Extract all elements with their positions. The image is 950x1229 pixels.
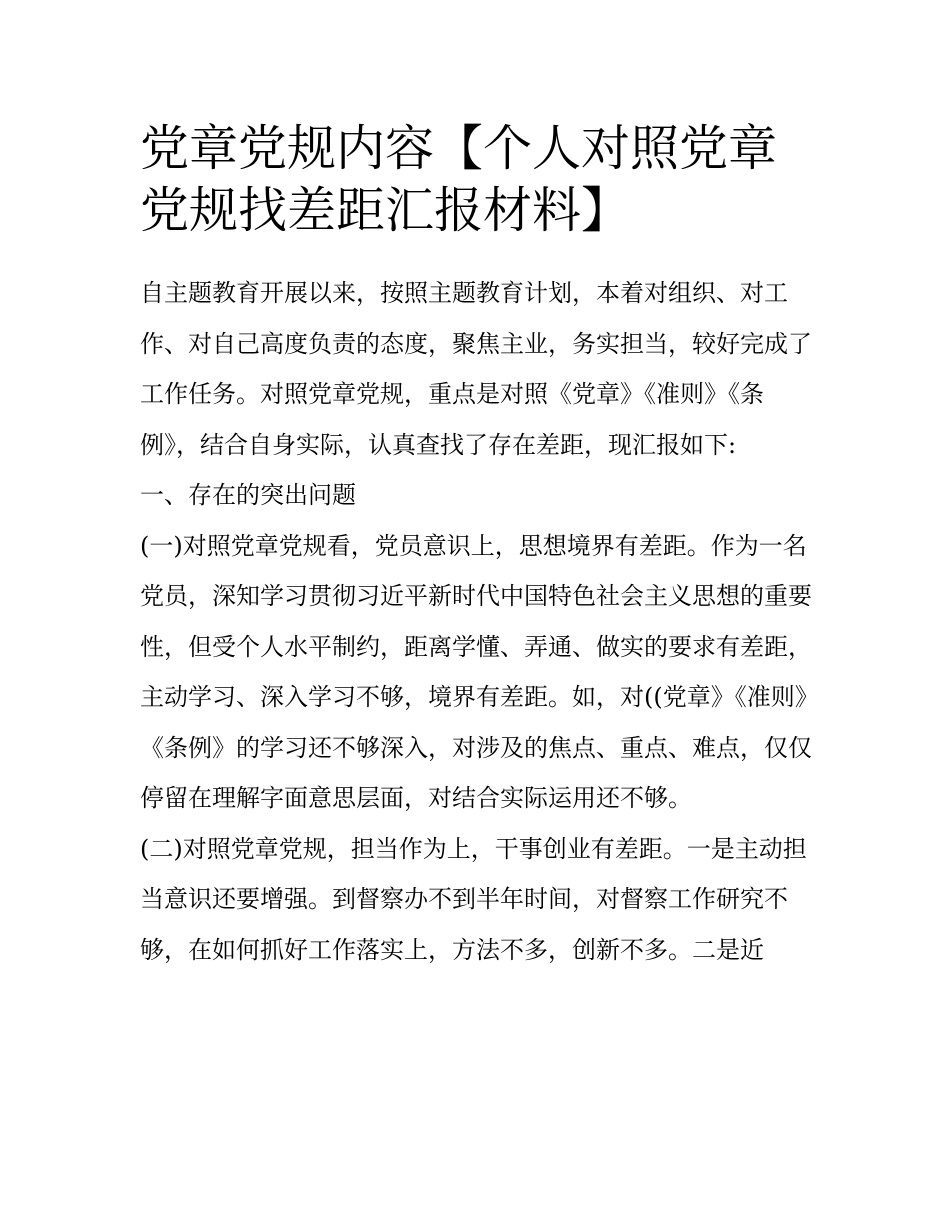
document-body xyxy=(140,268,815,975)
document-title: 党章党规内容【个人对照党章党规找差距汇报材料】 xyxy=(140,120,778,239)
paragraph-section-2: (二)对照党章党规，担当作为上，干事创业有差距。一是主动担当意识还要增强。到督察办不到半年时间，对督察工作研究不够，在如何抓好工作落实上，方法不多，创新不多。二是近 xyxy=(140,834,807,964)
paragraph-intro: 自主题教育开展以来，按照主题教育计划，本着对组织、对工作、对自己高度负责的态度，聚焦主业，务实担当，较好完成了工作任务。对照党章党规，重点是对照《党章》《准则》《条例》，结合自身实际，认真查找了存在差距，现汇报如下: xyxy=(140,279,812,459)
section-heading: 一、存在的突出问题 xyxy=(140,481,356,509)
document-page xyxy=(140,118,815,975)
paragraph-section-1: (一)对照党章党规看，党员意识上，思想境界有差距。作为一名党员，深知学习贯彻习近平新时代中国特色社会主义思想的重要性，但受个人水平制约，距离学懂、弄通、做实的要求有差距，主动学习、深入学习不够，境界有差距。如，对((党章》《准则》《条例》的学习还不够深入，对涉及的焦点、重点、难点，仅仅停留在理解字面意思层面，对结合实际运用还不够。 xyxy=(140,531,812,812)
